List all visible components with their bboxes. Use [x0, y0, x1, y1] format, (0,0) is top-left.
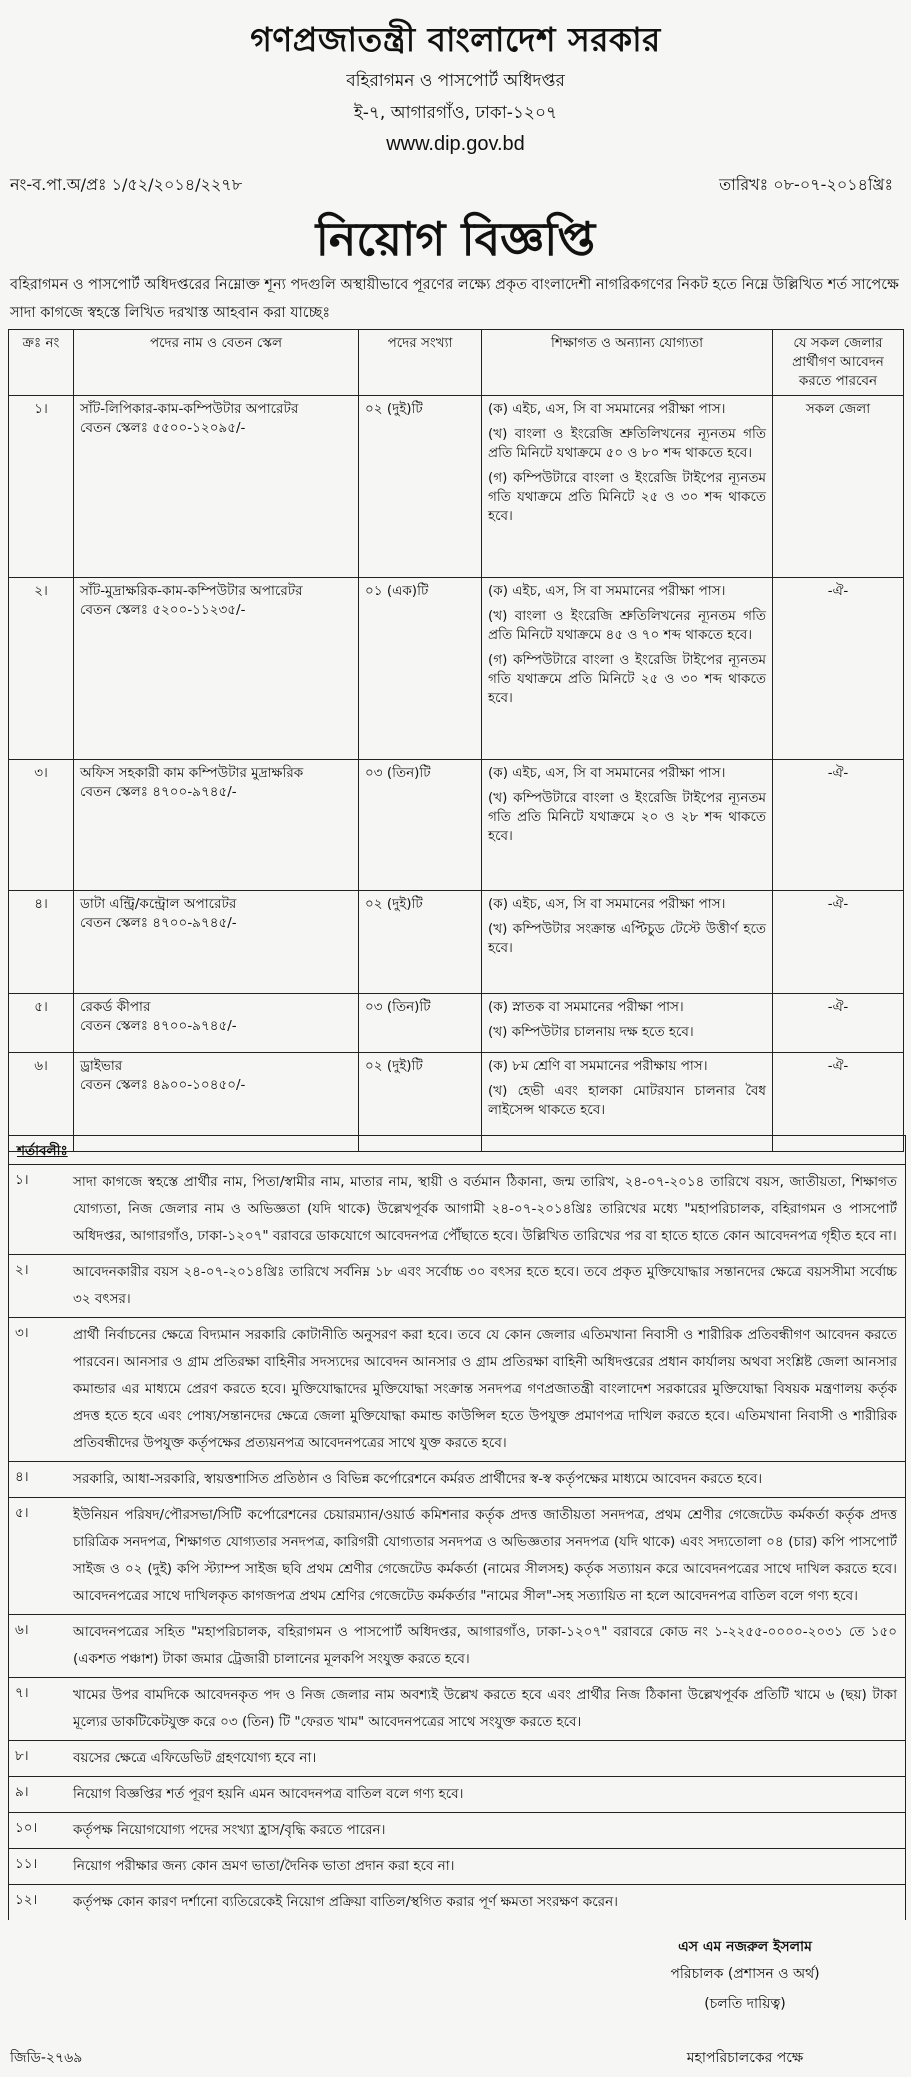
- post-name: রেকর্ড কীপার: [80, 999, 151, 1015]
- qualification-item: (ক) এইচ, এস, সি বা সমমানের পরীক্ষা পাস।: [488, 896, 726, 912]
- conditions-heading: শর্তাবলীঃ: [17, 1143, 68, 1159]
- post-name: ডাটা এন্ট্রি/কন্ট্রোল অপারেটর: [80, 896, 237, 912]
- condition-item: [9, 1677, 905, 1740]
- row-qualification: [482, 994, 773, 1053]
- pay-scale: বেতন স্কেলঃ ৪৭০০-৯৭৪৫/-: [80, 1018, 237, 1034]
- condition-item: [9, 1740, 905, 1776]
- row-post: [74, 760, 359, 891]
- qualification-item: (ক) এইচ, এস, সি বা সমমানের পরীক্ষা পাস।: [488, 583, 726, 599]
- qualification-item: (খ) কম্পিউটার চালনায় দক্ষ হতে হবে।: [488, 1024, 694, 1040]
- row-serial: ৩।: [9, 760, 74, 891]
- row-count: ০২ (দুই)টি: [359, 396, 482, 578]
- pay-scale: বেতন স্কেলঃ ৫২০০-১১২৩৫/-: [80, 602, 246, 618]
- row-districts: -ঐ-: [773, 578, 904, 760]
- notice-heading: নিয়োগ বিজ্ঞপ্তি: [315, 212, 596, 266]
- condition-number: ২।: [15, 1262, 29, 1278]
- qualification-item: (খ) কম্পিউটার সংক্রান্ত এপ্টিচুড টেস্টে উত্তীর্ণ হতে হবে।: [488, 921, 766, 956]
- condition-text: খামের উপর বামদিকে আবেদনকৃত পদ ও নিজ জেলার নাম অবশ্যই উল্লেখ করতে হবে এবং প্রার্থীর নিজ ঠিকানা উল্লেখপূর্বক প্রতিটি খামে ৬ (ছয়) টাকা মূল্যের ডাকটিকেটযুক্ত করে ০৩ (তিন) টি "ফেরত খাম" আবেদনপত্রের সাথে সংযুক্ত করতে হবে।: [73, 1687, 897, 1730]
- post-name: সাঁট-মুদ্রাক্ষরিক-কাম-কম্পিউটার অপারেটর: [80, 583, 303, 599]
- condition-item: [9, 1461, 905, 1497]
- table-header-row: [9, 330, 904, 396]
- row-serial: ৬।: [9, 1053, 74, 1152]
- row-districts: সকল জেলা: [773, 396, 904, 578]
- row-qualification: [482, 578, 773, 760]
- condition-item: [9, 1884, 905, 1920]
- qualification-item: (ক) এইচ, এস, সি বা সমমানের পরীক্ষা পাস।: [488, 401, 726, 417]
- pay-scale: বেতন স্কেলঃ ৪৯০০-১০৪৫০/-: [80, 1077, 246, 1093]
- condition-text: নিয়োগ বিজ্ঞপ্তির শর্ত পূরণ হয়নি এমন আবেদনপত্র বাতিল বলে গণ্য হবে।: [73, 1786, 464, 1802]
- qualification-item: (খ) হেভী এবং হালকা মোটরযান চালনার বৈধ লাইসেন্স থাকতে হবে।: [488, 1083, 766, 1118]
- table-row: [9, 760, 904, 891]
- condition-number: ১।: [15, 1172, 29, 1188]
- condition-item: [9, 1776, 905, 1812]
- qualification-item: (ক) স্নাতক বা সমমানের পরীক্ষা পাস।: [488, 999, 684, 1015]
- row-serial: ৫।: [9, 994, 74, 1053]
- conditions-section: [8, 1135, 906, 1920]
- row-count: ০২ (দুই)টি: [359, 891, 482, 994]
- condition-item: [9, 1614, 905, 1677]
- row-districts: -ঐ-: [773, 891, 904, 994]
- condition-number: ১২।: [15, 1892, 38, 1908]
- notice-intro: বহিরাগমন ও পাসপোর্ট অধিদপ্তরের নিম্নোক্ত শূন্য পদগুলি অস্থায়ীভাবে পূরণের লক্ষ্যে প্রকৃত বাংলাদেশী নাগরিকগণের নিকট হতে নিম্নে উল্লিখিত শর্ত সাপেক্ষে সাদা কাগজে স্বহস্তে লিখিত দরখাস্ত আহবান করা যাচ্ছেঃ: [10, 277, 899, 321]
- vacancy-table: [8, 329, 904, 1152]
- condition-number: ১০।: [15, 1820, 38, 1836]
- gd-number: জিডি-২৭৬৯: [10, 2050, 83, 2066]
- condition-number: ৩।: [15, 1325, 29, 1341]
- post-name: অফিস সহকারী কাম কম্পিউটার মুদ্রাক্ষরিক: [80, 765, 304, 781]
- post-name: সাঁট-লিপিকার-কাম-কম্পিউটার অপারেটর: [80, 401, 299, 417]
- condition-text: আবেদনপত্রের সহিত "মহাপরিচালক, বহিরাগমন ও পাসপোর্ট অধিদপ্তর, আগারগাঁও, ঢাকা-১২০৭" বরাবরে কোড নং ১-২২৫৫-০০০০-২০৩১ তে ১৫০ (একশত পঞ্চাশ) টাকা জমার ট্রেজারী চালানের মূলকপি সংযুক্ত করতে হবে।: [73, 1624, 897, 1667]
- condition-item: [9, 1497, 905, 1614]
- row-post: [74, 578, 359, 760]
- table-row: [9, 578, 904, 760]
- qualification-item: (খ) বাংলা ও ইংরেজি শ্রুতিলিখনের ন্যূনতম গতি প্রতি মিনিটে যথাক্রমে ৪৫ ও ৭০ শব্দ থাকতে হবে।: [488, 608, 766, 643]
- row-post: [74, 396, 359, 578]
- table-row: [9, 396, 904, 578]
- website-link[interactable]: www.dip.gov.bd: [386, 133, 525, 155]
- condition-item: [9, 1254, 905, 1317]
- table-row: [9, 994, 904, 1053]
- row-qualification: [482, 760, 773, 891]
- condition-item: [9, 1164, 905, 1254]
- qualification-item: (খ) বাংলা ও ইংরেজি শ্রুতিলিখনের ন্যূনতম গতি প্রতি মিনিটে যথাক্রমে ৫০ ও ৮০ শব্দ থাকতে হবে।: [488, 426, 766, 461]
- row-serial: ৪।: [9, 891, 74, 994]
- department-name: বহিরাগমন ও পাসপোর্ট অধিদপ্তর: [346, 71, 565, 91]
- row-qualification: [482, 891, 773, 994]
- row-districts: -ঐ-: [773, 760, 904, 891]
- condition-text: বয়সের ক্ষেত্রে এফিডেভিট গ্রহণযোগ্য হবে না।: [73, 1750, 317, 1766]
- header-districts: যে সকল জেলার প্রার্থীগণ আবেদন করতে পারবেন: [773, 330, 904, 396]
- row-serial: ২।: [9, 578, 74, 760]
- row-districts: -ঐ-: [773, 994, 904, 1053]
- row-count: ০৩ (তিন)টি: [359, 994, 482, 1053]
- qualification-item: (ক) এইচ, এস, সি বা সমমানের পরীক্ষা পাস।: [488, 765, 726, 781]
- condition-text: আবেদনকারীর বয়স ২৪-০৭-২০১৪খ্রিঃ তারিখে সর্বনিম্ন ১৮ এবং সর্বোচ্চ ৩০ বৎসর হতে হবে। তবে প্রকৃত মুক্তিযোদ্ধার সন্তানদের ক্ষেত্রে বয়সসীমা সর্বোচ্চ ৩২ বৎসর।: [73, 1264, 897, 1307]
- row-districts: -ঐ-: [773, 1053, 904, 1152]
- qualification-item: (ক) ৮ম শ্রেণি বা সমমানের পরীক্ষায় পাস।: [488, 1058, 708, 1074]
- condition-number: ৪।: [15, 1469, 29, 1485]
- condition-number: ১১।: [15, 1856, 38, 1872]
- government-title: গণপ্রজাতন্ত্রী বাংলাদেশ সরকার: [250, 20, 661, 59]
- signatory-name: এস এম নজরুল ইসলাম: [678, 1939, 812, 1955]
- office-address: ই-৭, আগারগাঁও, ঢাকা-১২০৭: [353, 103, 558, 123]
- condition-text: কর্তৃপক্ষ নিয়োগযোগ্য পদের সংখ্যা হ্রাস/বৃদ্ধি করতে পারেন।: [73, 1822, 386, 1838]
- condition-text: ইউনিয়ন পরিষদ/পৌরসভা/সিটি কর্পোরেশনের চেয়ারম্যান/ওয়ার্ড কমিশনার কর্তৃক প্রদত্ত জাতীয়তা সনদপত্র, প্রথম শ্রেণীর গেজেটেড কর্মকর্তা কর্তৃক প্রদত্ত চারিত্রিক সনদপত্র, শিক্ষাগত যোগ্যতার সনদপত্র, কারিগরী যোগ্যতার সনদপত্র ও অভিজ্ঞতার সনদপত্র (যদি থাকে) এবং সদ্যতোলা ০৪ (চার) কপি পাসপোর্ট সাইজ ও ০২ (দুই) কপি স্ট্যাম্প সাইজ ছবি প্রথম শ্রেণীর গেজেটেড কর্মকর্তা (নামের সীলসহ) কর্তৃক সত্যায়ন করে আবেদনপত্রের সাথে দাখিল করতে হবে। আবেদনপত্রের সাথে দাখিলকৃত কাগজপত্র প্রথম শ্রেণির গেজেটেড কর্মকর্তার "নামের সীল"-সহ সত্যায়িত না হলে আবেদনপত্র বাতিল বলে গণ্য হবে।: [73, 1507, 897, 1604]
- condition-item: [9, 1848, 905, 1884]
- qualification-item: (গ) কম্পিউটারে বাংলা ও ইংরেজি টাইপের ন্যূনতম গতি যথাক্রমে প্রতি মিনিটে ২৫ ও ৩০ শব্দ থাকতে হবে।: [488, 652, 766, 706]
- post-name: ড্রাইভার: [80, 1058, 123, 1074]
- issue-date: তারিখঃ ০৮-০৭-২০১৪খ্রিঃ: [719, 175, 893, 194]
- condition-text: নিয়োগ পরীক্ষার জন্য কোন ভ্রমণ ভাতা/দৈনিক ভাতা প্রদান করা হবে না।: [73, 1858, 455, 1874]
- pay-scale: বেতন স্কেলঃ ৪৭০০-৯৭৪৫/-: [80, 915, 237, 931]
- row-count: ০১ (এক)টি: [359, 578, 482, 760]
- memo-number: নং-ব.পা.অ/প্রঃ ১/৫২/২০১৪/২২৭৮: [10, 175, 243, 194]
- pay-scale: বেতন স্কেলঃ ৪৭০০-৯৭৪৫/-: [80, 784, 237, 800]
- header-post-count: পদের সংখ্যা: [359, 330, 482, 396]
- condition-text: প্রার্থী নির্বাচনের ক্ষেত্রে বিদ্যমান সরকারি কোটানীতি অনুসরণ করা হবে। তবে যে কোন জেলার এতিমখানা নিবাসী ও শারীরিক প্রতিবন্ধীগণ আবেদন করতে পারবেন। আনসার ও গ্রাম প্রতিরক্ষা বাহিনীর সদস্যদের আবেদন আনসার ও গ্রাম প্রতিরক্ষা বাহিনী অধিদপ্তরের প্রধান কার্যালয় অথবা সংশ্লিষ্ট জেলা আনসার কমান্ডার এর মাধ্যমে প্রেরণ করতে হবে। মুক্তিযোদ্ধাদের মুক্তিযোদ্ধা সংক্রান্ত সনদপত্র গণপ্রজাতন্ত্রী বাংলাদেশ সরকারের মুক্তিযোদ্ধা বিষয়ক মন্ত্রণালয় কর্তৃক প্রদত্ত হতে হবে এবং পোষ্য/সন্তানদের ক্ষেত্রে জেলা মুক্তিযোদ্ধা কমান্ড কাউন্সিল হতে উপযুক্ত প্রমাণপত্র দাখিল করতে হবে। এতিমখানা নিবাসী ও শারীরিক প্রতিবন্ধীদের উপযুক্ত কর্তৃপক্ষের প্রত্যয়নপত্র আবেদনপত্রের সাথে যুক্ত করতে হবে।: [73, 1327, 897, 1451]
- qualification-item: (খ) কম্পিউটারে বাংলা ও ইংরেজি টাইপের ন্যূনতম গতি প্রতি মিনিটে যথাক্রমে ২০ ও ২৮ শব্দ থাকতে হবে।: [488, 790, 766, 844]
- condition-text: সরকারি, আধা-সরকারি, স্বায়ত্তশাসিত প্রতিষ্ঠান ও বিভিন্ন কর্পোরেশনে কর্মরত প্রার্থীদের স্ব-স্ব কর্তৃপক্ষের মাধ্যমে আবেদন করতে হবে।: [73, 1471, 763, 1487]
- condition-number: ৮।: [15, 1748, 29, 1764]
- qualification-item: (গ) কম্পিউটারে বাংলা ও ইংরেজি টাইপের ন্যূনতম গতি যথাক্রমে প্রতি মিনিটে ২৫ ও ৩০ শব্দ থাকতে হবে।: [488, 470, 766, 524]
- condition-item: [9, 1317, 905, 1461]
- condition-text: সাদা কাগজে স্বহস্তে প্রার্থীর নাম, পিতা/স্বামীর নাম, মাতার নাম, স্থায়ী ও বর্তমান ঠিকানা, জন্ম তারিখ, ২৪-০৭-২০১৪ তারিখে বয়স, জাতীয়তা, শিক্ষাগত যোগ্যতা, নিজ জেলার নাম ও অভিজ্ঞতা (যদি থাকে) উল্লেখপূর্বক আগামী ২৪-০৭-২০১৪খ্রিঃ তারিখের মধ্যে "মহাপরিচালক, বহিরাগমন ও পাসপোর্ট অধিদপ্তর, আগারগাঁও, ঢাকা-১২০৭" বরাবরে ডাকযোগে আবেদনপত্র পৌঁছাতে হবে। উল্লিখিত তারিখের পর বা হাতে হাতে কোন আবেদনপত্র গৃহীত হবে না।: [73, 1174, 897, 1244]
- signatory-designation: পরিচালক (প্রশাসন ও অর্থ): [670, 1966, 820, 1982]
- pay-scale: বেতন স্কেলঃ ৫৫০০-১২০৯৫/-: [80, 420, 246, 436]
- condition-number: ৬।: [15, 1622, 29, 1638]
- condition-text: কর্তৃপক্ষ কোন কারণ দর্শানো ব্যতিরেকেই নিয়োগ প্রক্রিয়া বাতিল/স্থগিত করার পূর্ণ ক্ষমতা সংরক্ষণ করেন।: [73, 1894, 618, 1910]
- row-serial: ১।: [9, 396, 74, 578]
- header-qualification: শিক্ষাগত ও অন্যান্য যোগ্যতা: [482, 330, 773, 396]
- condition-item: [9, 1812, 905, 1848]
- condition-number: ৯।: [15, 1784, 29, 1800]
- condition-number: ৭।: [15, 1685, 29, 1701]
- row-post: [74, 891, 359, 994]
- row-qualification: [482, 396, 773, 578]
- signatory-charge: (চলতি দায়িত্ব): [704, 1996, 786, 2012]
- row-post: [74, 994, 359, 1053]
- row-count: ০৩ (তিন)টি: [359, 760, 482, 891]
- row-count: ০২ (দুই)টি: [359, 1053, 482, 1152]
- header-post-name: পদের নাম ও বেতন স্কেল: [74, 330, 359, 396]
- header-serial: ক্রঃ নং: [9, 330, 74, 396]
- signatory-behalf: মহাপরিচালকের পক্ষে: [686, 2050, 804, 2066]
- condition-number: ৫।: [15, 1505, 29, 1521]
- table-row: [9, 891, 904, 994]
